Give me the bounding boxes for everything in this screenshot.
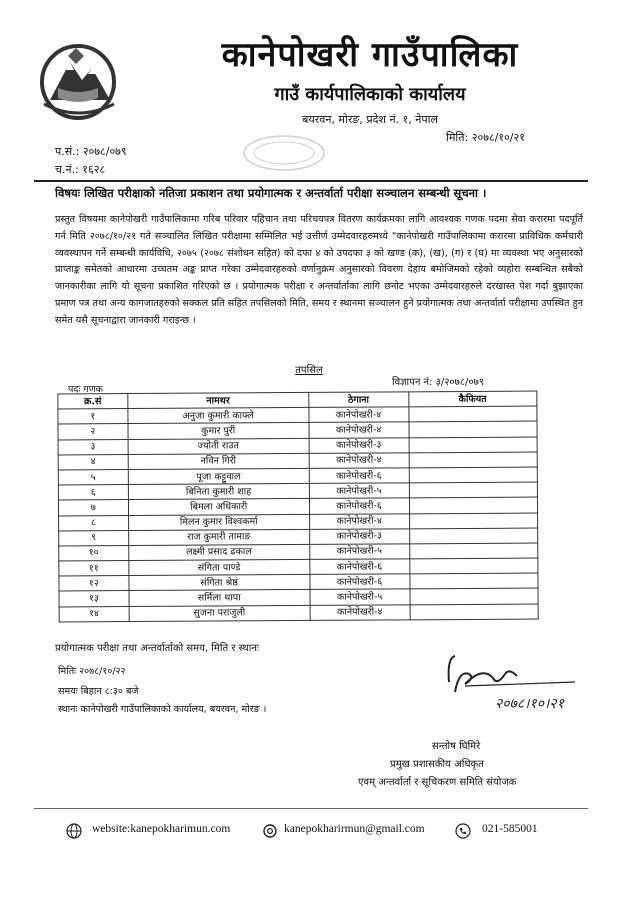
cell-remarks [410, 588, 538, 604]
annex-heading: तपसिल [295, 365, 323, 376]
cell-address: कानेपोखरी-४ [309, 513, 409, 529]
cell-name: सुजना पराजुली [129, 605, 310, 621]
phone-icon [455, 823, 471, 839]
cell-remarks [409, 543, 537, 559]
advertisement-number: विज्ञापन नं: ३/२०७८/०७९ [392, 377, 484, 388]
ps-number: प.सं.: २०७८/०७९ [55, 145, 127, 158]
nepal-emblem-logo [30, 40, 130, 122]
header-address: ठेगाना [308, 392, 408, 408]
exam-place: स्थानः कानेपोखरी गाउँपालिकाको कार्यालय, बयरवन, मोरङ । [58, 704, 267, 715]
cell-serial: १४ [59, 606, 129, 622]
cell-address: कानेपोखरी-६ [310, 574, 410, 590]
cell-address: कानेपोखरी-४ [310, 604, 410, 620]
cell-name: बिनिता कुमारी शाह [128, 484, 309, 500]
notice-subject: विषयः लिखित परीक्षाको नतिजा प्रकाशन तथा प्रयोगात्मक र अन्तर्वार्ता परीक्षा सञ्चालन सम्बन्धी सूचना । [55, 186, 487, 200]
cell-address: कानेपोखरी-६ [309, 468, 409, 484]
header-serial: क्र.सं [58, 394, 128, 410]
footer-website[interactable]: website:kanepokharimun.com [92, 823, 231, 835]
email-icon [262, 823, 278, 839]
cell-remarks [409, 421, 537, 437]
signature-date: २०७८।१०।२१ [495, 696, 564, 712]
cell-name: संगिता पाण्डे [129, 559, 310, 575]
signer-name: सन्तोष घिमिरे [432, 741, 481, 752]
cell-serial: ४ [58, 454, 128, 470]
cell-serial: ३ [58, 439, 128, 455]
chalani-number: च.नं.: १६२८ [55, 163, 106, 176]
post-label: पदः गणक [68, 384, 103, 395]
cell-name: नविन गिरी [128, 453, 309, 469]
cell-serial: १ [58, 409, 128, 425]
cell-name: पूजा कट्टुवाल [128, 468, 309, 484]
office-address: बयरवन, मोरङ, प्रदेश नं. १, नेपाल [302, 113, 438, 126]
exam-time: समयः बिहान ८:३० बजे [58, 686, 139, 697]
footer-email[interactable]: kanepokharirmun@gmail.com [284, 823, 425, 835]
footer-divider [34, 808, 588, 809]
cell-name: लक्ष्मी प्रसाद ढकाल [128, 544, 309, 560]
cell-address: कानेपोखरी-४ [309, 422, 409, 438]
municipality-title: कानेपोखरी गाउँपालिका [221, 35, 519, 75]
office-stamp [240, 133, 328, 173]
cell-serial: ९ [59, 530, 129, 546]
cell-address: कानेपोखरी-३ [309, 529, 409, 545]
cell-name: मिलन कुमार विश्वकर्मा [128, 514, 309, 530]
cell-address: कानेपोखरी-४ [308, 407, 408, 423]
cell-remarks [409, 467, 537, 483]
cell-address: कानेपोखरी-३ [309, 437, 409, 453]
cell-address: कानेपोखरी-५ [309, 544, 409, 560]
header-remarks: कैफियत [408, 391, 536, 407]
cell-name: अनुजा कुमारी काफ्ले [128, 408, 309, 424]
cell-serial: ६ [58, 485, 128, 501]
candidate-table [57, 391, 538, 623]
cell-name: ज्योती राउत [128, 438, 309, 454]
exam-date: मितिः २०७८/१०/२२ [58, 666, 126, 677]
cell-name: सर्मिला थापा [129, 590, 310, 606]
cell-serial: ७ [58, 500, 128, 516]
cell-remarks [409, 528, 537, 544]
cell-remarks [410, 573, 538, 589]
cell-name: राज कुमारी तामाङ [128, 529, 309, 545]
header-name: नामथर [128, 392, 309, 408]
office-subtitle: गाउँ कार्यपालिकाको कार्यालय [274, 84, 466, 105]
cell-remarks [409, 406, 537, 422]
cell-address: कानेपोखरी-६ [309, 498, 409, 514]
signer-title: प्रमुख प्रशासकीय अधिकृत [390, 759, 484, 770]
cell-name: संगिता श्रेष्ठ [129, 575, 310, 591]
handwritten-signature [435, 652, 585, 712]
cell-address: कानेपोखरी-६ [309, 559, 409, 575]
cell-name: बिमला अधिकारी [128, 499, 309, 515]
cell-remarks [409, 482, 537, 498]
cell-serial: ११ [59, 561, 129, 577]
cell-serial: १२ [59, 576, 129, 592]
issue-date: मिति: २०७८/१०/२१ [446, 131, 525, 144]
notice-body: प्रस्तुत विषयमा कानेपोखरी गाउँपालिकामा गरिब परिवार पहिचान तथा परिचयपत्र वितरण कार्यक्रमका लागि आवश्यक गणक पदमा सेवा करारमा पदपूर्ति गर्न मिति २०७८/१०/२१ गते सञ्चालित लिखित परीक्षामा सम्मिलित भई उत्तीर्ण उम्मेदवारहरुमध्ये "कानेपोखरी गाउँपालिकामा करारमा प्राविधिक कर्मचारी व्यवस्थापन गर्ने सम्बन्धी कार्यविधि, २०७५ (२०७८ संशोधन सहित) को दफा ४ को उपदफा ३ को खण्ड (क), (ख), (ग) र (घ) मा व्यवस्था भए अनुसारको प्राप्ताङ्क समेतको आधारमा उच्चतम अङ्क प्राप्त गरेका उम्मेदवारहरुको वर्णानुक्रम अनुसारको विवरण देहाय बमोजिमको रहेको व्यहोरा सम्बन्धित सबैको जानकारीका लागि यो सूचना प्रकाशित गरिएको छ । प्रयोगात्मक परीक्षा र अन्तर्वार्ताका लागि छनोट भएका उम्मेदवारहरुले दरखास्त पेश गर्दा बुझाएका प्रमाण पत्र तथा अन्य कागजातहरुको सक्कल प्रति सहित तपसिलको मिति, समय र स्थानमा सञ्चालन हुने प्रयोगात्मक तथा अन्तर्वार्ता परीक्षामा उपस्थित हुन समेत यसै सूचनाद्वारा जानकारी गराइन्छ । [55, 214, 583, 326]
cell-remarks [409, 497, 537, 513]
footer-phone[interactable]: 021-585001 [482, 823, 538, 835]
table-row [59, 604, 538, 622]
signer-committee: एवम् अन्तर्वार्ता र सूचिकरण समिति संयोजक [358, 777, 517, 788]
exam-schedule-title: प्रयोगात्मक परीक्षा तथा अन्तर्वार्ताको समय, मिति र स्थानः [55, 643, 259, 654]
cell-remarks [409, 513, 537, 529]
cell-remarks [409, 452, 537, 468]
globe-icon [66, 823, 82, 839]
cell-serial: ५ [58, 469, 128, 485]
cell-address: कानेपोखरी-५ [309, 483, 409, 499]
cell-serial: १० [59, 545, 129, 561]
cell-serial: २ [58, 424, 128, 440]
cell-address: कानेपोखरी-५ [310, 589, 410, 605]
cell-remarks [409, 437, 537, 453]
cell-remarks [410, 604, 538, 620]
cell-remarks [409, 558, 537, 574]
header-divider [34, 180, 588, 182]
cell-serial: १३ [59, 591, 129, 607]
cell-address: कानेपोखरी-४ [309, 453, 409, 469]
cell-name: कुमार पुरी [128, 423, 309, 439]
cell-serial: ८ [59, 515, 129, 531]
